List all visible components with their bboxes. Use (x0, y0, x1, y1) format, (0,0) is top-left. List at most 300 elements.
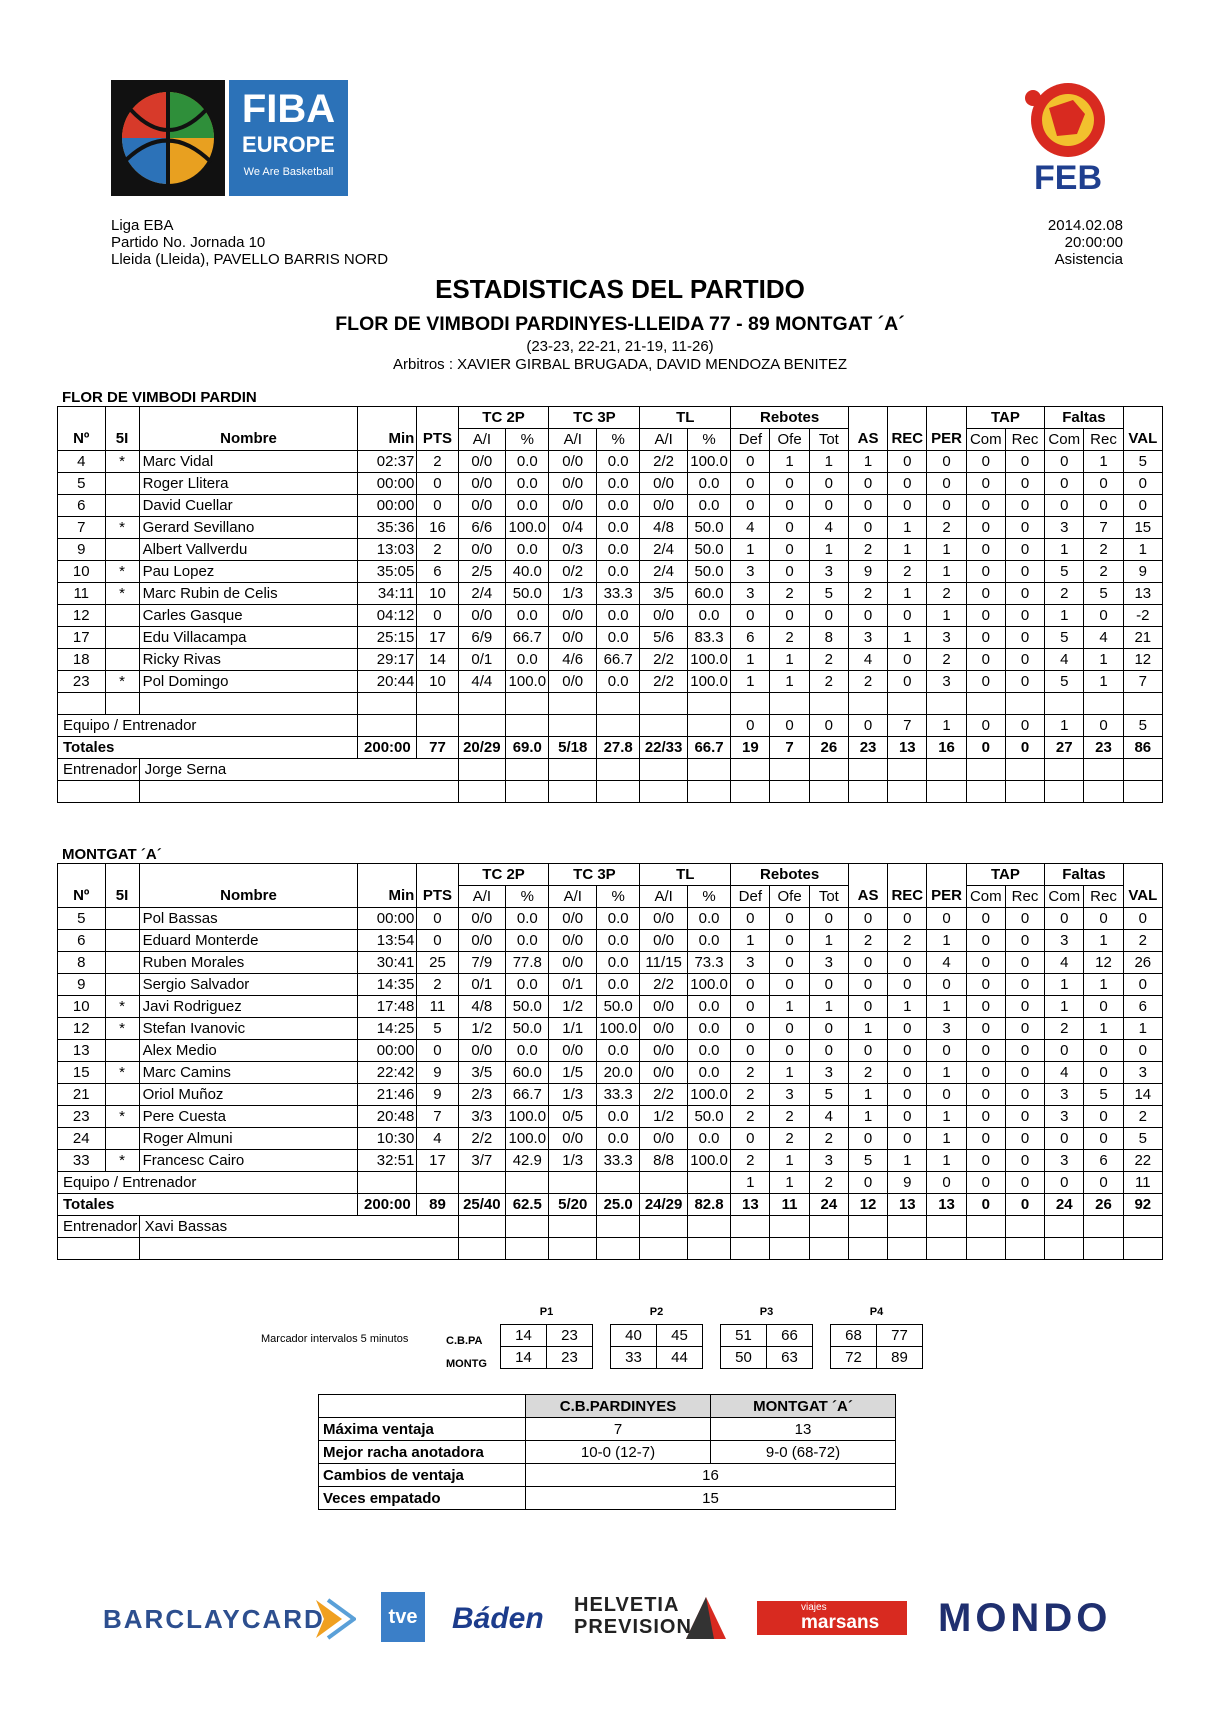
stat-cell: 2/2 (640, 671, 688, 693)
summary-row (319, 1487, 896, 1510)
total-cell: 24/29 (640, 1194, 688, 1216)
stat-cell: 12 (1084, 952, 1123, 974)
stat-cell: 0.0 (506, 930, 549, 952)
empty-cell (1005, 759, 1044, 781)
column-header: Ofe (770, 429, 809, 451)
stat-cell: 4 (809, 517, 848, 539)
stat-cell: 0 (1084, 908, 1123, 930)
column-header: Def (731, 886, 770, 908)
stat-cell: 0.0 (687, 473, 730, 495)
column-header: VAL (1123, 429, 1162, 451)
column-header: PTS (417, 886, 458, 908)
total-cell: 23 (848, 737, 887, 759)
stat-cell: 2 (848, 671, 887, 693)
stat-cell: 6/9 (458, 627, 506, 649)
stat-cell: 4 (848, 649, 887, 671)
empty-cell (770, 1216, 809, 1238)
empty-cell (1005, 693, 1044, 715)
stat-cell: * (105, 1018, 139, 1040)
stat-cell: 1 (731, 1172, 770, 1194)
interval-score: 40 (611, 1325, 657, 1347)
stat-cell: 11 (1123, 1172, 1162, 1194)
column-header: % (506, 886, 549, 908)
stat-cell: * (105, 517, 139, 539)
total-cell: 22/33 (640, 737, 688, 759)
player-row (58, 539, 1163, 561)
player-row (58, 974, 1163, 996)
stat-cell: 1 (770, 671, 809, 693)
stat-cell: 2/4 (640, 539, 688, 561)
empty-cell (848, 781, 887, 803)
interval-score: 14 (501, 1347, 547, 1369)
empty-cell (1084, 1238, 1123, 1260)
stat-cell: 0.0 (506, 649, 549, 671)
empty-cell (640, 781, 688, 803)
stat-cell: 0.0 (596, 1106, 639, 1128)
stat-cell: 2 (927, 517, 966, 539)
stat-cell: 0.0 (687, 605, 730, 627)
total-cell: 89 (417, 1194, 458, 1216)
stat-cell: 0 (966, 495, 1005, 517)
empty-cell (731, 759, 770, 781)
stat-cell: 10:30 (358, 1128, 417, 1150)
team-2-title: MONTGAT ´A´ (62, 846, 162, 863)
stat-cell: 15 (1123, 517, 1162, 539)
stat-cell: 9 (417, 1062, 458, 1084)
player-name: Gerard Sevillano (139, 517, 358, 539)
interval-score: 50 (721, 1347, 767, 1369)
game-summary-table (318, 1394, 896, 1510)
stat-cell: 20.0 (596, 1062, 639, 1084)
stat-cell: 9 (58, 539, 106, 561)
player-row (58, 1040, 1163, 1062)
stat-cell: 50.0 (596, 996, 639, 1018)
stat-cell: 4 (1084, 627, 1123, 649)
stat-cell: 0/0 (640, 473, 688, 495)
stat-cell: 0 (1005, 1062, 1044, 1084)
stat-cell: 4 (809, 1106, 848, 1128)
header-blank (139, 864, 358, 886)
stat-cell: 0 (770, 539, 809, 561)
empty-cell (1005, 781, 1044, 803)
stat-cell: 0 (731, 473, 770, 495)
stat-cell: 0/0 (549, 1128, 597, 1150)
stat-cell: 25 (417, 952, 458, 974)
stat-cell: 1/2 (458, 1018, 506, 1040)
empty-cell (731, 1238, 770, 1260)
column-header: Rec (1005, 886, 1044, 908)
stat-cell: 0 (1005, 451, 1044, 473)
stat-cell: 0 (848, 996, 887, 1018)
header-blank (848, 407, 887, 429)
stat-cell (105, 605, 139, 627)
stat-cell: 0 (1084, 495, 1123, 517)
total-cell: 5/20 (549, 1194, 597, 1216)
interval-score: 77 (877, 1325, 923, 1347)
marsans-logo (757, 1601, 907, 1635)
player-name: David Cuellar (139, 495, 358, 517)
empty-cell (770, 693, 809, 715)
stat-cell: 4 (417, 1128, 458, 1150)
stat-cell: 5/6 (640, 627, 688, 649)
stat-cell: 23 (58, 1106, 106, 1128)
header-blank (417, 407, 458, 429)
stat-cell: 0 (809, 908, 848, 930)
helvetia-triangle-icon (684, 1595, 728, 1646)
stat-cell: 1 (927, 715, 966, 737)
stat-cell: 21:46 (358, 1084, 417, 1106)
totals-label: Totales (58, 1194, 358, 1216)
empty-cell (927, 693, 966, 715)
stat-cell: 1 (1084, 671, 1123, 693)
barclaycard-logo: BARCLAYCARD (103, 1604, 325, 1634)
column-header: Tot (809, 429, 848, 451)
empty-cell (809, 1238, 848, 1260)
stat-cell: 1 (1045, 974, 1084, 996)
stat-cell: 50.0 (687, 517, 730, 539)
player-row (58, 583, 1163, 605)
stat-cell: 66.7 (506, 627, 549, 649)
stat-cell: 1 (1045, 715, 1084, 737)
stat-cell: 100.0 (506, 671, 549, 693)
fiba-slogan: We Are Basketball (243, 166, 334, 178)
stat-cell: 1 (731, 649, 770, 671)
player-name: Ruben Morales (139, 952, 358, 974)
stat-cell: 1 (770, 649, 809, 671)
stat-cell: 0 (731, 1018, 770, 1040)
stat-cell: 2 (848, 930, 887, 952)
stat-cell: 5 (58, 473, 106, 495)
stat-cell: 1 (927, 1062, 966, 1084)
empty-cell (888, 693, 927, 715)
stat-cell: 12 (1123, 649, 1162, 671)
empty-cell (549, 1238, 597, 1260)
stat-cell: 0 (1005, 583, 1044, 605)
stat-cell: 0 (731, 1040, 770, 1062)
empty-cell (640, 715, 688, 737)
stat-cell: 14 (1123, 1084, 1162, 1106)
stat-cell: 20:48 (358, 1106, 417, 1128)
column-header: Nombre (139, 429, 358, 451)
empty-cell (640, 759, 688, 781)
stat-cell: 13:03 (358, 539, 417, 561)
stat-cell: 0 (848, 715, 887, 737)
column-header: Def (731, 429, 770, 451)
player-row (58, 908, 1163, 930)
stat-cell: 0/0 (458, 473, 506, 495)
empty-cell (358, 715, 417, 737)
stat-cell: 0 (1123, 908, 1162, 930)
stat-cell: 9 (888, 1172, 927, 1194)
summary-label: Mejor racha anotadora (319, 1441, 526, 1464)
stat-cell: 0/0 (549, 451, 597, 473)
stat-cell: 8/8 (640, 1150, 688, 1172)
page-title: ESTADISTICAS DEL PARTIDO (435, 274, 805, 304)
stat-cell: 0/0 (458, 930, 506, 952)
interval-score: 44 (657, 1347, 703, 1369)
stat-cell: 2/4 (640, 561, 688, 583)
stat-cell: 0/0 (640, 495, 688, 517)
stat-cell: 0 (809, 605, 848, 627)
stat-cell: 0 (966, 539, 1005, 561)
stat-cell: 0 (966, 952, 1005, 974)
stat-cell: 7/9 (458, 952, 506, 974)
stat-cell: 4 (1045, 1062, 1084, 1084)
stat-cell: 0 (966, 1106, 1005, 1128)
stat-cell: 1 (731, 930, 770, 952)
stat-cell: 20:44 (358, 671, 417, 693)
stat-cell: 2 (770, 1106, 809, 1128)
stat-cell: 3/7 (458, 1150, 506, 1172)
stat-cell: 1 (809, 996, 848, 1018)
column-header: A/I (549, 886, 597, 908)
summary-label: Máxima ventaja (319, 1418, 526, 1441)
stat-cell: 5 (809, 583, 848, 605)
stat-cell: 1 (927, 1128, 966, 1150)
stat-cell: 4/4 (458, 671, 506, 693)
stat-cell: 1 (1045, 605, 1084, 627)
stat-cell: 1 (770, 451, 809, 473)
stat-cell: 0 (770, 1040, 809, 1062)
stat-cell: 100.0 (687, 1150, 730, 1172)
stat-cell: 00:00 (358, 473, 417, 495)
interval-score: 89 (877, 1347, 923, 1369)
stat-cell: 2 (1123, 1106, 1162, 1128)
marsans-line-1: viajes (801, 1602, 827, 1613)
total-cell: 27 (1045, 737, 1084, 759)
stat-cell: 11/15 (640, 952, 688, 974)
stat-cell: 4 (927, 952, 966, 974)
total-cell: 92 (1123, 1194, 1162, 1216)
header-blank (58, 407, 106, 429)
empty-cell (731, 693, 770, 715)
stat-cell: 0 (966, 1018, 1005, 1040)
stat-cell: 0 (1005, 671, 1044, 693)
stat-cell: 50.0 (506, 996, 549, 1018)
stat-cell: 25:15 (358, 627, 417, 649)
empty-cell (687, 715, 730, 737)
empty-cell (506, 1238, 549, 1260)
stat-cell: 0 (966, 473, 1005, 495)
stat-cell: 0.0 (687, 495, 730, 517)
stat-cell: 0 (1005, 974, 1044, 996)
empty-cell (596, 1238, 639, 1260)
stat-cell: 0 (770, 495, 809, 517)
stat-cell: 3 (731, 952, 770, 974)
total-cell: 200:00 (358, 1194, 417, 1216)
stat-cell: 0.0 (596, 517, 639, 539)
empty-cell (770, 781, 809, 803)
empty-cell (358, 1172, 417, 1194)
stat-cell (105, 539, 139, 561)
header-blank (139, 407, 358, 429)
empty-cell (1005, 1238, 1044, 1260)
column-header: REC (888, 886, 927, 908)
fiba-text: FIBA (241, 87, 336, 131)
column-header: 5I (105, 429, 139, 451)
stat-cell: 0.0 (596, 473, 639, 495)
player-row (58, 627, 1163, 649)
stat-cell (105, 1040, 139, 1062)
group-header: TC 2P (458, 864, 549, 886)
stat-cell: 0/0 (640, 1128, 688, 1150)
player-name: Pol Bassas (139, 908, 358, 930)
stat-cell: 4 (1045, 649, 1084, 671)
stat-cell: 0/1 (549, 974, 597, 996)
stat-cell: 0/0 (549, 495, 597, 517)
stat-cell: -2 (1123, 605, 1162, 627)
empty-row (58, 693, 1163, 715)
stat-cell: 5 (809, 1084, 848, 1106)
empty-cell (506, 715, 549, 737)
stat-cell: 34:11 (358, 583, 417, 605)
stat-cell: 0 (966, 1172, 1005, 1194)
fiba-europe-logo (111, 80, 348, 196)
stat-cell: 1 (1084, 974, 1123, 996)
stat-cell: 0 (1005, 473, 1044, 495)
stat-cell: 1/2 (640, 1106, 688, 1128)
player-row (58, 649, 1163, 671)
stat-cell: 2 (848, 583, 887, 605)
stat-cell: 2/2 (458, 1128, 506, 1150)
column-header: Com (966, 886, 1005, 908)
empty-cell (1005, 1216, 1044, 1238)
team-1-stats-table (57, 406, 1163, 803)
total-cell: 27.8 (596, 737, 639, 759)
empty-cell (888, 1216, 927, 1238)
stat-cell (105, 974, 139, 996)
stat-cell: 100.0 (687, 1084, 730, 1106)
stat-cell: 3 (927, 627, 966, 649)
stat-cell: 17 (417, 1150, 458, 1172)
stat-cell: 0 (417, 605, 458, 627)
stat-cell: 0 (888, 1040, 927, 1062)
group-header: TL (640, 864, 731, 886)
stat-cell: 100.0 (596, 1018, 639, 1040)
stat-cell: 2 (809, 671, 848, 693)
stat-cell: 0 (927, 451, 966, 473)
empty-cell (848, 693, 887, 715)
header-blank (848, 864, 887, 886)
total-cell: 0 (966, 737, 1005, 759)
stat-cell: 2 (731, 1062, 770, 1084)
stat-cell: 5 (58, 908, 106, 930)
stat-cell: 0.0 (596, 627, 639, 649)
stat-cell: * (105, 1106, 139, 1128)
empty-cell (458, 715, 506, 737)
stat-cell: 0 (848, 1172, 887, 1194)
stat-cell: 0 (1123, 974, 1162, 996)
stat-cell: 0.0 (687, 908, 730, 930)
empty-cell (458, 693, 506, 715)
stat-cell: 0 (966, 451, 1005, 473)
stat-cell: 0/5 (549, 1106, 597, 1128)
player-name: Carles Gasque (139, 605, 358, 627)
stat-cell: 0 (1005, 1128, 1044, 1150)
stat-cell: 1 (731, 671, 770, 693)
stat-cell: 2/2 (640, 1084, 688, 1106)
empty-cell (549, 715, 597, 737)
stat-cell: 0 (848, 1040, 887, 1062)
stat-cell: 0/0 (549, 605, 597, 627)
player-name: Roger Almuni (139, 1128, 358, 1150)
empty-cell (139, 781, 458, 803)
stat-cell: 0 (1084, 1106, 1123, 1128)
stat-cell: 1 (1084, 649, 1123, 671)
stat-cell: 100.0 (687, 649, 730, 671)
stat-cell: 3 (927, 671, 966, 693)
total-cell: 82.8 (687, 1194, 730, 1216)
player-name: Edu Villacampa (139, 627, 358, 649)
feb-text: FEB (1034, 159, 1102, 197)
stat-cell: 9 (58, 974, 106, 996)
stat-cell: 0 (809, 473, 848, 495)
stat-cell: 0 (966, 1150, 1005, 1172)
player-name: Alex Medio (139, 1040, 358, 1062)
group-header: Rebotes (731, 864, 849, 886)
stat-cell: 0/0 (549, 473, 597, 495)
player-name: Francesc Cairo (139, 1150, 358, 1172)
stat-cell: 5 (417, 1018, 458, 1040)
column-header: A/I (458, 429, 506, 451)
stat-cell: 0 (966, 715, 1005, 737)
player-row (58, 451, 1163, 473)
empty-cell (139, 1238, 458, 1260)
stat-cell: 0.0 (506, 539, 549, 561)
empty-cell (1123, 1238, 1162, 1260)
column-header: % (687, 886, 730, 908)
coach-row (58, 759, 1163, 781)
stat-cell: 0 (1005, 930, 1044, 952)
empty-cell (848, 759, 887, 781)
stat-cell: 33.3 (596, 1150, 639, 1172)
empty-cell (1123, 693, 1162, 715)
empty-cell (1045, 1238, 1084, 1260)
stat-cell: 0 (966, 974, 1005, 996)
stat-cell: 17 (417, 627, 458, 649)
empty-cell (596, 1172, 639, 1194)
stat-cell: 0/3 (549, 539, 597, 561)
stat-cell: 7 (888, 715, 927, 737)
player-row (58, 473, 1163, 495)
stat-cell: 0.0 (596, 539, 639, 561)
stat-cell: 0 (966, 1040, 1005, 1062)
stat-cell: 0 (1084, 1172, 1123, 1194)
stat-cell: * (105, 451, 139, 473)
stat-cell: 0 (848, 495, 887, 517)
empty-cell (1084, 759, 1123, 781)
header-blank (417, 864, 458, 886)
stat-cell: 0.0 (506, 605, 549, 627)
stat-cell: 83.3 (687, 627, 730, 649)
stat-cell: 0 (1005, 539, 1044, 561)
header-blank (105, 864, 139, 886)
stat-cell: 33.3 (596, 583, 639, 605)
stat-cell: 0/0 (640, 1062, 688, 1084)
stat-cell: 40.0 (506, 561, 549, 583)
stat-cell: 1 (770, 1172, 809, 1194)
empty-cell (458, 781, 506, 803)
stat-cell: 0 (1084, 996, 1123, 1018)
total-cell: 26 (1084, 1194, 1123, 1216)
summary-value: 13 (711, 1418, 896, 1441)
match-date: 2014.02.08 (1047, 217, 1123, 234)
stat-cell (105, 495, 139, 517)
interval-scoreboard-label: Marcador intervalos 5 minutos (261, 1333, 409, 1345)
empty-cell (966, 693, 1005, 715)
stat-cell: 0 (1045, 1040, 1084, 1062)
header-blank (358, 407, 417, 429)
